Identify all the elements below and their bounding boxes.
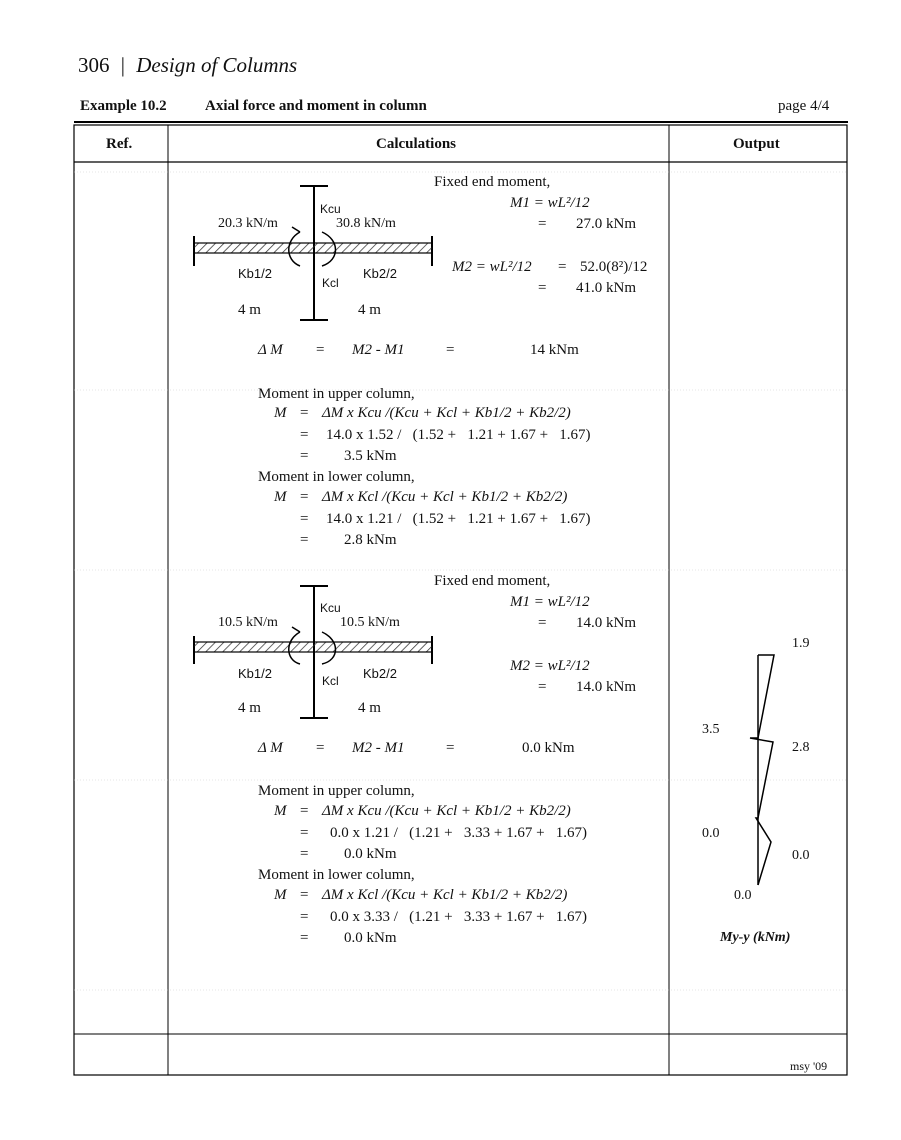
calc2-lower-eq3: = <box>300 930 309 946</box>
col-output: Output <box>733 136 780 152</box>
calc2-dm-lhs: Δ M <box>258 740 283 756</box>
calc2-dm-eq: = <box>316 740 325 756</box>
calc2-lower-formula: ΔM x Kcl /(Kcu + Kcl + Kb1/2 + Kb2/2) <box>322 887 568 903</box>
calc2-upper-sub: 0.0 x 1.21 / (1.21 + 3.33 + 1.67 + 1.67) <box>330 825 588 841</box>
frame1-load-left: 20.3 kN/m <box>218 216 278 231</box>
frame2-load-right: 10.5 kN/m <box>340 615 400 630</box>
calc1-dm-val: 14 kNm <box>530 342 579 358</box>
calc1-lower-eq3: = <box>300 532 309 548</box>
calc2-m2-eq: = <box>538 679 547 695</box>
calc2-lower-label: Moment in lower column, <box>258 867 415 883</box>
example-title: Axial force and moment in column <box>205 98 427 114</box>
output-mid-left: 3.5 <box>702 722 720 737</box>
frame1-load-right: 30.8 kN/m <box>336 216 396 231</box>
calc2-m1-lhs: M1 = wL²/12 <box>510 594 590 610</box>
calc2-m2-lhs: M2 = wL²/12 <box>510 658 590 674</box>
calc2-upper-eq2: = <box>300 825 309 841</box>
calc2-fem-label: Fixed end moment, <box>434 573 551 589</box>
calc1-dm-eq: = <box>316 342 325 358</box>
frame1-k-cl: Kcl <box>322 276 339 290</box>
example-label: Example 10.2 <box>80 98 167 114</box>
calc1-dm-eq2: = <box>446 342 455 358</box>
calc1-lower-eq: = <box>300 489 309 505</box>
calc2-m1-eq: = <box>538 615 547 631</box>
calc1-lower-formula: ΔM x Kcl /(Kcu + Kcl + Kb1/2 + Kb2/2) <box>322 489 568 505</box>
frame2-load-left: 10.5 kN/m <box>218 615 278 630</box>
output-bottom: 0.0 <box>734 888 752 903</box>
footer-code: msy '09 <box>790 1059 828 1073</box>
page-number: 306 <box>78 53 110 77</box>
calc1-upper-formula: ΔM x Kcu /(Kcu + Kcl + Kb1/2 + Kb2/2) <box>322 405 571 421</box>
calc2-m2-val: 14.0 kNm <box>576 679 636 695</box>
output-caption: My-y (kNm) <box>720 930 791 945</box>
calc2-lower-sub: 0.0 x 3.33 / (1.21 + 3.33 + 1.67 + 1.67) <box>330 909 588 925</box>
frame2-k-cl: Kcl <box>322 674 339 688</box>
calc1-dm-expr: M2 - M1 <box>352 342 405 358</box>
calc1-lower-val: 2.8 kNm <box>344 532 397 548</box>
calc1-m1-lhs: M1 = wL²/12 <box>510 195 590 211</box>
calc1-lower-label: Moment in lower column, <box>258 469 415 485</box>
frame2-span-right: 4 m <box>358 700 381 716</box>
page-indicator: page 4/4 <box>778 98 830 114</box>
calc1-m2-expr: 52.0(8²)/12 <box>580 259 648 275</box>
frame2-span-left: 4 m <box>238 700 261 716</box>
calc2-upper-formula: ΔM x Kcu /(Kcu + Kcl + Kb1/2 + Kb2/2) <box>322 803 571 819</box>
calc1-lower-m: M <box>274 489 287 505</box>
calc1-lower-sub: 14.0 x 1.21 / (1.52 + 1.21 + 1.67 + 1.67) <box>326 511 591 527</box>
frame1-k-b1: Kb1/2 <box>238 266 272 281</box>
calc2-upper-eq3: = <box>300 846 309 862</box>
calc2-dm-expr: M2 - M1 <box>352 740 405 756</box>
calc1-upper-sub: 14.0 x 1.52 / (1.52 + 1.21 + 1.67 + 1.67) <box>326 427 591 443</box>
calc2-upper-label: Moment in upper column, <box>258 783 415 799</box>
calc1-dm-lhs: Δ M <box>258 342 283 358</box>
header-separator: | <box>120 53 125 77</box>
frame1-k-b2: Kb2/2 <box>363 266 397 281</box>
calc1-m2-lhs: M2 = wL²/12 <box>452 259 532 275</box>
calc1-m1-val: 27.0 kNm <box>576 216 636 232</box>
calc1-upper-label: Moment in upper column, <box>258 386 415 402</box>
calc1-fem-label: Fixed end moment, <box>434 174 551 190</box>
calc2-upper-m: M <box>274 803 287 819</box>
col-ref: Ref. <box>106 136 133 152</box>
calc2-lower-val: 0.0 kNm <box>344 930 397 946</box>
calc1-m2-eq2: = <box>538 280 547 296</box>
frame1-span-right: 4 m <box>358 302 381 318</box>
calc2-lower-eq2: = <box>300 909 309 925</box>
output-mid-right: 2.8 <box>792 740 810 755</box>
frame2-k-b2: Kb2/2 <box>363 666 397 681</box>
calc1-m2-val: 41.0 kNm <box>576 280 636 296</box>
calc2-dm-val: 0.0 kNm <box>522 740 575 756</box>
calc2-m1-val: 14.0 kNm <box>576 615 636 631</box>
calc1-m2-eq1: = <box>558 259 567 275</box>
calc2-lower-m: M <box>274 887 287 903</box>
frame1-span-left: 4 m <box>238 302 261 318</box>
calc2-dm-eq2: = <box>446 740 455 756</box>
calc1-upper-eq3: = <box>300 448 309 464</box>
calc1-upper-m: M <box>274 405 287 421</box>
calc2-upper-val: 0.0 kNm <box>344 846 397 862</box>
output-low-right: 0.0 <box>792 848 810 863</box>
frame2-k-cu: Kcu <box>320 601 341 615</box>
calc1-upper-eq2: = <box>300 427 309 443</box>
book-title: Design of Columns <box>136 53 298 77</box>
col-calculations: Calculations <box>376 136 457 152</box>
output-top-right: 1.9 <box>792 636 810 651</box>
output-low-left: 0.0 <box>702 826 720 841</box>
calc2-upper-eq: = <box>300 803 309 819</box>
calc2-lower-eq: = <box>300 887 309 903</box>
calc1-upper-eq: = <box>300 405 309 421</box>
frame2-k-b1: Kb1/2 <box>238 666 272 681</box>
calc1-m1-eq: = <box>538 216 547 232</box>
calc1-lower-eq2: = <box>300 511 309 527</box>
frame1-k-cu: Kcu <box>320 202 341 216</box>
calc1-upper-val: 3.5 kNm <box>344 448 397 464</box>
